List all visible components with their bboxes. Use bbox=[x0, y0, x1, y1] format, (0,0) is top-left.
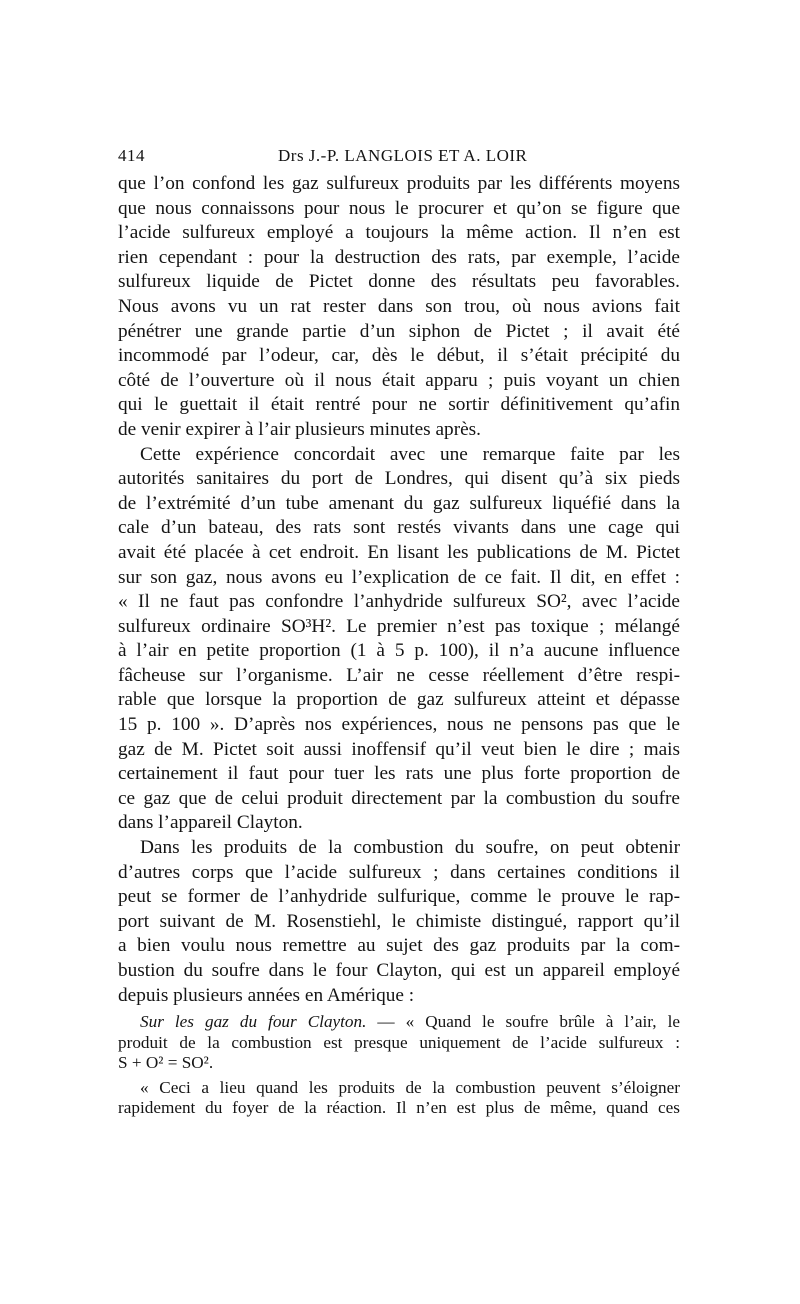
text-line: pénétrer une grande partie d’un siphon de Pictet ; il avait été bbox=[118, 320, 680, 342]
text-line: d’autres corps que l’acide sulfureux ; dans certaines conditions il bbox=[118, 861, 680, 883]
text-line: Cette expérience concordait avec une remarque faite par les bbox=[140, 443, 680, 465]
text-line: de l’extrémité d’un tube amenant du gaz sulfureux liquéfié dans la bbox=[118, 492, 680, 514]
text-line: l’acide sulfureux employé a toujours la même action. Il n’en est bbox=[118, 222, 680, 244]
text-line: sulfureux ordinaire SO³H². Le premier n’est pas toxique ; mélangé bbox=[118, 615, 680, 637]
text-line: bustion du soufre dans le four Clayton, qui est un appareil employé bbox=[118, 960, 680, 981]
quote-line: S + O² = SO². bbox=[118, 1053, 214, 1073]
text-line: port suivant de M. Rosenstiehl, le chimiste distingué, rapport qu’il bbox=[118, 910, 680, 932]
text-line: dans l’appareil Clayton. bbox=[118, 812, 303, 834]
text-line: « Il ne faut pas confondre l’anhydride sulfureux SO², avec l’acide bbox=[118, 591, 680, 613]
quote-title: Sur les gaz du four Clayton. bbox=[140, 1012, 367, 1032]
text-line: 15 p. 100 ». D’après nos expériences, nous ne pensons pas que le bbox=[118, 714, 680, 736]
paragraph-2 bbox=[118, 443, 680, 837]
text-line: fâcheuse sur l’organisme. L’air ne cesse réellement d’être respi- bbox=[118, 664, 680, 686]
text-line: peut se former de l’anhydride sulfurique, comme le prouve le rap- bbox=[118, 886, 680, 908]
text-line: Dans les produits de la combustion du soufre, on peut obtenir bbox=[140, 837, 680, 859]
quote-line: produit de la combustion est presque uniquement de l’acide sulfureux : bbox=[118, 1032, 680, 1052]
paragraph-3 bbox=[118, 836, 680, 1008]
text-line: cale d’un bateau, des rats sont restés vivants dans une cage qui bbox=[118, 517, 680, 539]
text-line: à l’air en petite proportion (1 à 5 p. 100), il n’a aucune influence bbox=[118, 640, 680, 662]
text-line: incommodé par l’odeur, car, dès le début, il s’était précipité du bbox=[118, 345, 680, 367]
page-header bbox=[118, 146, 680, 168]
quote-first-line-rest: — « Quand le soufre brûle à l’air, le bbox=[366, 1012, 680, 1032]
text-line: que l’on confond les gaz sulfureux produits par les différents moyens bbox=[118, 173, 680, 194]
text-line: côté de l’ouverture où il nous était apparu ; puis voyant un chien bbox=[118, 369, 680, 391]
text-line: sulfureux liquide de Pictet donne des résultats peu favorables. bbox=[118, 271, 680, 293]
paragraph-1 bbox=[118, 172, 680, 443]
text-line: a bien voulu nous remettre au sujet des gaz produits par la com- bbox=[118, 935, 680, 957]
text-line: rien cependant : pour la destruction des rats, par exemple, l’acide bbox=[118, 246, 680, 268]
text-line: rable que lorsque la proportion de gaz sulfureux atteint et dépasse bbox=[118, 689, 680, 711]
text-line: certainement il faut pour tuer les rats une plus forte proportion de bbox=[118, 763, 680, 785]
quote-line: rapidement du foyer de la réaction. Il n’en est plus de même, quand ces bbox=[118, 1098, 680, 1118]
running-title: Drs J.-P. LANGLOIS ET A. LOIR bbox=[278, 146, 528, 165]
text-line: depuis plusieurs années en Amérique : bbox=[118, 984, 415, 1006]
page-number: 414 bbox=[118, 146, 145, 165]
text-line: autorités sanitaires du port de Londres, qui disent qu’à six pieds bbox=[118, 468, 680, 490]
quoted-report bbox=[118, 1012, 680, 1119]
text-line: ce gaz que de celui produit directement par la combustion du soufre bbox=[118, 787, 680, 809]
quote-line bbox=[118, 1012, 680, 1033]
text-line: que nous connaissons pour nous le procurer et qu’on se figure que bbox=[118, 197, 680, 219]
body-text bbox=[118, 172, 680, 1119]
text-line: Nous avons vu un rat rester dans son trou, où nous avions fait bbox=[118, 295, 680, 317]
quote-line: « Ceci a lieu quand les produits de la combustion peuvent s’éloigner bbox=[140, 1077, 680, 1097]
text-line: qui le guettait il était rentré pour ne sortir définitivement qu’afin bbox=[118, 394, 680, 416]
text-line: de venir expirer à l’air plusieurs minutes après. bbox=[118, 418, 482, 440]
text-line: sur son gaz, nous avons eu l’explication de ce fait. Il dit, en effet : bbox=[118, 566, 680, 588]
text-line: gaz de M. Pictet soit aussi inoffensif qu’il veut bien le dire ; mais bbox=[118, 738, 680, 760]
text-line: avait été placée à cet endroit. En lisant les publications de M. Pictet bbox=[118, 541, 680, 563]
